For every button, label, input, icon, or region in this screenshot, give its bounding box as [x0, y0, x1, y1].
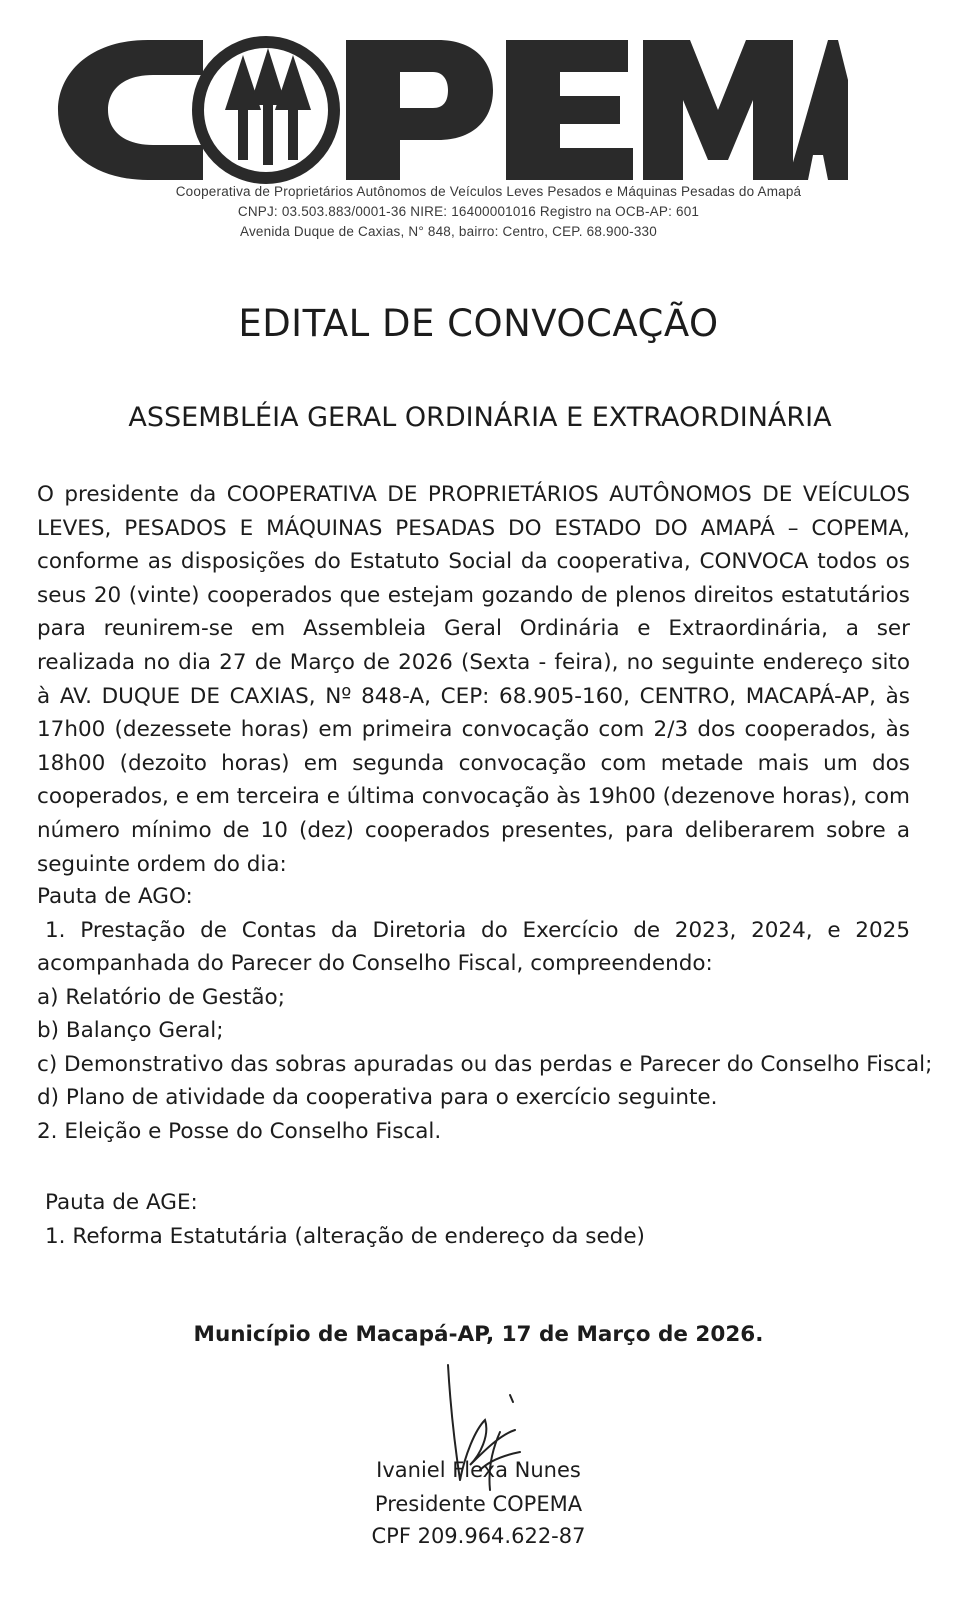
letterhead-cooperative-name: Cooperativa de Proprietários Autônomos de Veículos Leves Pesados e Máquinas Pesadas do Amapá	[175, 184, 802, 199]
ago-item-a: a) Relatório de Gestão;	[37, 984, 285, 1010]
document-subtitle: ASSEMBLÉIA GERAL ORDINÁRIA E EXTRAORDINÁRIA	[128, 402, 832, 433]
age-agenda	[45, 1186, 918, 1253]
ago-item-c: c) Demonstrativo das sobras apuradas ou das perdas e Parecer do Conselho Fiscal;	[37, 1051, 933, 1077]
ago-heading: Pauta de AGO:	[37, 884, 193, 909]
signer-role: Presidente COPEMA	[374, 1492, 583, 1516]
signer-cpf: CPF 209.964.622-87	[371, 1524, 586, 1548]
ago-item-1-line-2: acompanhada do Parecer do Conselho Fiscal, compreendendo:	[37, 951, 713, 976]
handwritten-signature	[430, 1360, 540, 1510]
letterhead-address: Avenida Duque de Caxias, N° 848, bairro: Centro, CEP. 68.900-330	[240, 224, 657, 239]
ago-item-1-line-1: 1. Prestação de Contas da Diretoria do Exercício de 2023, 2024, e 2025	[45, 917, 910, 943]
ago-item-b: b) Balanço Geral;	[37, 1018, 224, 1043]
convocation-paragraph: O presidente da COOPERATIVA DE PROPRIETÁRIOS AUTÔNOMOS DE VEÍCULOS LEVES, PESADOS E MÁQUINAS PESADAS DO ESTADO DO AMAPÁ – COPEMA, conforme as disposições do Estatuto Social da cooperativa, CONVOCA todos os seus 20 (vinte) cooperados que estejam gozando de plenos direitos estatutários para reunirem-se em Assembleia Geral Ordinária e Extraordinária, a ser realizada no dia 27 de Março de 2026 (Sexta - feira), no seguinte endereço sito à AV. DUQUE DE CAXIAS, Nº 848-A, CEP: 68.905-160, CENTRO, MACAPÁ-AP, às 17h00 (dezessete horas) em primeira convocação com 2/3 dos cooperados, às 18h00 (dezoito horas) em segunda convocação com metade mais um dos cooperados, e em terceira e última convocação às 19h00 (dezenove horas), com número mínimo de 10 (dez) cooperados presentes, para deliberarem sobre a seguinte ordem do dia:	[37, 482, 910, 877]
ago-item-d: d) Plano de atividade da cooperativa para o exercício seguinte.	[37, 1085, 718, 1110]
document-title: EDITAL DE CONVOCAÇÃO	[238, 302, 719, 345]
letterhead-registration: CNPJ: 03.503.883/0001-36 NIRE: 16400001016 Registro na OCB-AP: 601	[237, 204, 700, 219]
ago-agenda	[37, 880, 933, 1148]
copema-logo	[28, 10, 848, 195]
place-date-line: Município de Macapá-AP, 17 de Março de 2026.	[193, 1322, 764, 1347]
age-heading: Pauta de AGE:	[45, 1190, 198, 1215]
ago-item-2: 2. Eleição e Posse do Conselho Fiscal.	[37, 1118, 442, 1144]
age-item-1: 1. Reforma Estatutária (alteração de endereço da sede)	[45, 1223, 645, 1249]
signer-name: Ivaniel Flexa Nunes	[376, 1458, 581, 1482]
